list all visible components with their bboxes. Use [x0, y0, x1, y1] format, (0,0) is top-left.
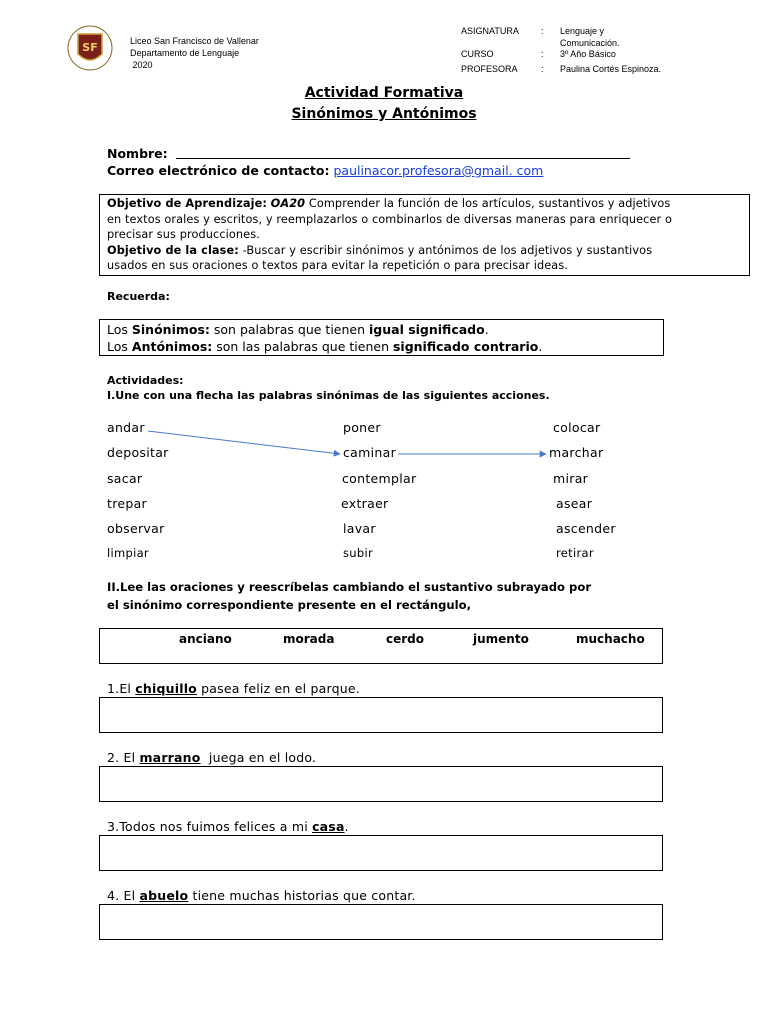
activity-2-instruction-1: II.Lee las oraciones y reescríbelas cambiando el sustantivo subrayado por	[107, 580, 592, 594]
bank-word: morada	[283, 632, 335, 646]
profesora-label: PROFESORA	[461, 64, 518, 74]
underlined-noun: marrano	[139, 750, 201, 765]
word-col2-4: lavar	[343, 521, 376, 536]
word-col2-0: poner	[343, 420, 381, 435]
text: Los	[107, 322, 128, 337]
title-activity: Actividad Formativa	[304, 85, 464, 101]
word-col3-2: mirar	[553, 471, 589, 486]
text: .	[538, 339, 543, 354]
text: tiene muchas historias que contar.	[188, 888, 416, 903]
text: pasea feliz en el parque.	[196, 681, 360, 696]
bank-word: jumento	[473, 632, 529, 646]
sinonimos-term: Sinónimos:	[131, 322, 210, 337]
word-col1-5: limpiar	[107, 546, 149, 560]
clase-label: Objetivo de la clase:	[107, 243, 239, 257]
significado-contrario: significado contrario	[392, 339, 539, 354]
underlined-noun: chiquillo	[135, 681, 197, 696]
clase-text-1: -Buscar y escribir sinónimos y antónimos de los adjetivos y sustantivos	[242, 243, 653, 257]
actividades-label: Actividades:	[107, 374, 184, 387]
answer-box-4[interactable]	[99, 904, 663, 940]
word-col1-2: sacar	[107, 471, 143, 486]
arrow-andar-caminar	[148, 431, 340, 454]
oa-text-2: en textos orales y escritos, y reemplazarlos o combinarlos de diversas maneras para enriquecer o	[107, 212, 672, 226]
colon: :	[541, 49, 544, 59]
clase-text-2: usados en sus oraciones o textos para evitar la repetición o para precisar ideas.	[107, 259, 569, 272]
word-col2-3: extraer	[341, 496, 389, 511]
word-col2-1: caminar	[343, 445, 397, 460]
sentence-2	[107, 750, 316, 765]
correo-label: Correo electrónico de contacto:	[107, 163, 330, 178]
asignatura-value-1: Lenguaje y	[560, 26, 605, 36]
colon: :	[541, 26, 544, 36]
text: 3.Todos nos fuimos felices a mi	[107, 819, 313, 834]
activity-2-instruction-2: el sinónimo correspondiente presente en el rectángulo,	[107, 598, 471, 612]
correo-link[interactable]: paulinacor.profesora@gmail. com	[333, 163, 544, 178]
oa-text-1: Comprender la función de los artículos, sustantivos y adjetivos	[308, 197, 671, 210]
sentence-1	[107, 681, 360, 696]
underlined-noun: casa	[312, 819, 345, 834]
underlined-noun: abuelo	[139, 888, 189, 903]
oa-label: Objetivo de Aprendizaje:	[107, 197, 267, 210]
curso-label: CURSO	[461, 49, 494, 59]
word-col2-2: contemplar	[342, 471, 417, 486]
recuerda-label: Recuerda:	[107, 290, 170, 303]
word-col3-3: asear	[556, 496, 593, 511]
profesora-value: Paulina Cortés Espinoza.	[560, 64, 662, 74]
word-col3-0: colocar	[553, 420, 601, 435]
text: son las palabras que tienen	[216, 339, 389, 354]
bank-word: cerdo	[386, 632, 425, 646]
word-col1-4: observar	[107, 521, 165, 536]
igual-significado: igual significado	[369, 322, 485, 337]
word-col1-3: trepar	[107, 496, 147, 511]
text: 2. El	[107, 750, 140, 765]
text: son palabras que tienen	[213, 322, 366, 337]
logo-initials: SF	[82, 41, 98, 54]
word-col3-1: marchar	[549, 445, 604, 460]
bank-word: muchacho	[576, 632, 645, 646]
nombre-label: Nombre:	[107, 146, 168, 161]
word-col3-4: ascender	[556, 521, 616, 536]
asignatura-label: ASIGNATURA	[461, 26, 519, 36]
text: .	[344, 819, 349, 834]
answer-box-1[interactable]	[99, 697, 663, 733]
oa-text-3: precisar sus producciones.	[107, 228, 260, 241]
text: 1.El	[107, 681, 136, 696]
text: 4. El	[107, 888, 140, 903]
text: .	[484, 322, 489, 337]
answer-box-3[interactable]	[99, 835, 663, 871]
bank-word: anciano	[179, 632, 232, 646]
text: juega en el lodo.	[200, 750, 317, 765]
year: 2020	[130, 60, 153, 70]
colon: :	[541, 64, 544, 74]
antonimos-term: Antónimos:	[131, 339, 213, 354]
curso-value: 3º Año Básico	[560, 49, 616, 59]
oa-code: OA20	[270, 197, 306, 210]
department: Departamento de Lenguaje	[130, 48, 240, 58]
asignatura-value-2: Comunicación.	[560, 38, 620, 48]
word-col1-1: depositar	[107, 445, 169, 460]
text: Los	[107, 339, 128, 354]
sentence-3	[107, 819, 349, 834]
answer-box-2[interactable]	[99, 766, 663, 802]
word-col1-0: andar	[107, 420, 145, 435]
word-col2-5: subir	[343, 546, 374, 560]
word-col3-5: retirar	[556, 546, 594, 560]
sentence-4	[107, 888, 416, 903]
activity-1-instruction: I.Une con una flecha las palabras sinónimas de las siguientes acciones.	[107, 389, 550, 402]
school-name: Liceo San Francisco de Vallenar	[130, 36, 259, 46]
title-topic: Sinónimos y Antónimos	[291, 106, 477, 122]
